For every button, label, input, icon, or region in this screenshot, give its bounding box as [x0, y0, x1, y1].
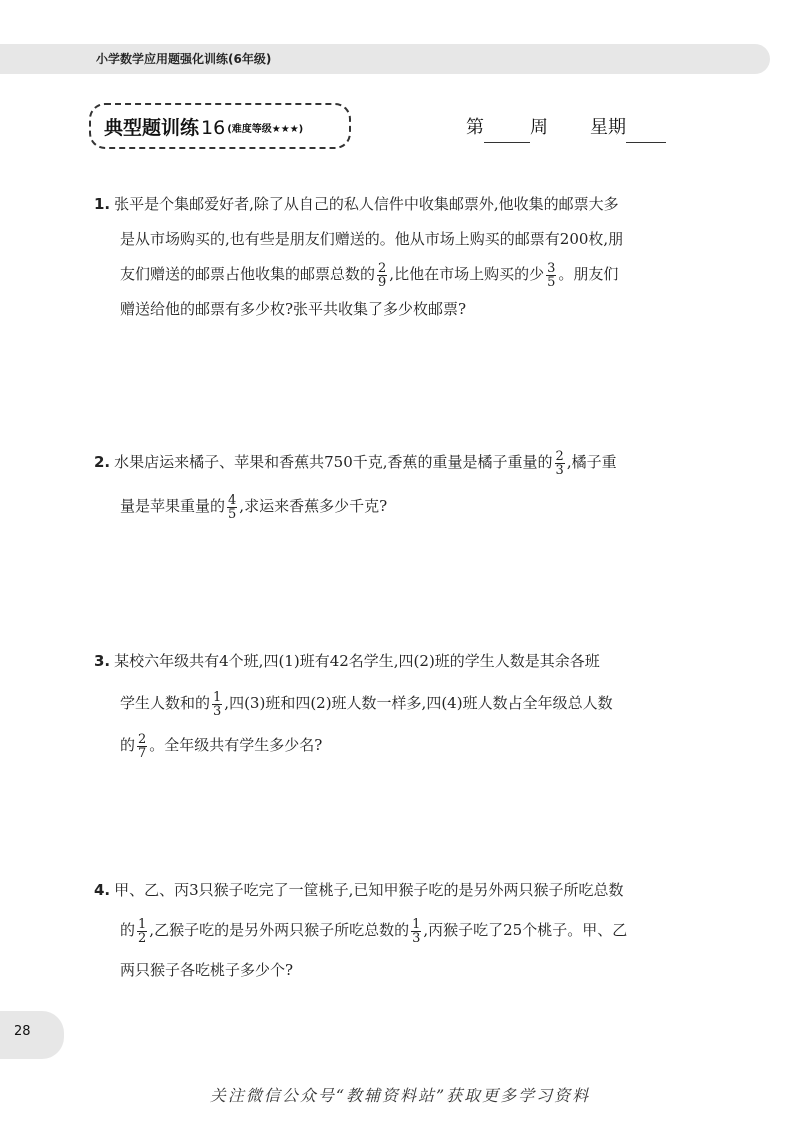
q4-text-1: 甲、乙、丙3只猴子吃完了一筐桃子,已知甲猴子吃的是另外两只猴子所吃总数 [114, 881, 624, 899]
q3-f1-numerator: 1 [213, 689, 222, 705]
q4-line-1 [94, 870, 714, 910]
q2-f1-numerator: 2 [555, 448, 564, 464]
q1-f2-numerator: 3 [547, 260, 556, 276]
page-number-tab [0, 1011, 64, 1059]
question-3 [94, 640, 714, 766]
week-blank[interactable] [484, 121, 530, 143]
q4-f2-denominator: 3 [412, 930, 421, 946]
q4-line-3: 两只猴子各吃桃子多少个? [120, 961, 294, 979]
q1-line-2: 是从市场购买的,也有些是朋友们赠送的。他从市场上购买的邮票有200枚,朋 [120, 230, 624, 248]
q1-text-3c: 。朋友们 [558, 265, 619, 283]
q4-text-2b: ,乙猴子吃的是另外两只猴子所吃总数的 [149, 921, 410, 939]
q3-number: 3. [94, 652, 111, 670]
q4-fraction-2 [411, 918, 421, 945]
q4-f1-numerator: 1 [138, 916, 147, 932]
question-2 [94, 440, 714, 528]
q3-text-2b: ,四(3)班和四(2)班人数一样多,四(4)班人数占全年级总人数 [224, 694, 613, 712]
q2-text-1b: ,橘子重 [566, 453, 617, 471]
question-1 [94, 187, 714, 327]
q2-line-2 [94, 484, 714, 528]
di-label: 第 [466, 117, 484, 138]
exercise-title [104, 113, 303, 140]
q3-fraction-2 [137, 733, 147, 760]
footer-note: 关注微信公众号“教辅资料站”获取更多学习资料 [209, 1086, 591, 1105]
q3-line-1 [94, 640, 714, 682]
exercise-number: 16 [201, 117, 226, 139]
q4-f1-denominator: 2 [138, 930, 147, 946]
q3-line-2 [94, 682, 714, 724]
q1-line-3 [94, 257, 714, 292]
q1-f1-numerator: 2 [378, 260, 387, 276]
q1-fraction-2 [546, 262, 556, 289]
q2-f2-numerator: 4 [228, 492, 237, 508]
q1-text-3b: ,比他在市场上购买的少 [389, 265, 545, 283]
exercise-title-text: 典型题训练 [104, 117, 200, 139]
difficulty-label: (难度等级★★★) [227, 124, 304, 135]
q3-line-3 [94, 724, 714, 766]
q1-text-3a: 友们赠送的邮票占他收集的邮票总数的 [120, 265, 376, 283]
q4-f2-numerator: 1 [412, 916, 421, 932]
q2-text-2b: ,求运来香蕉多少千克? [239, 497, 388, 515]
q3-fraction-1 [212, 691, 222, 718]
q1-text-1: 张平是个集邮爱好者,除了从自己的私人信件中收集邮票外,他收集的邮票大多 [114, 195, 619, 213]
week-day-field [466, 113, 666, 143]
q3-text-1: 某校六年级共有4个班,四(1)班有42名学生,四(2)班的学生人数是其余各班 [114, 652, 600, 670]
q1-fraction-1 [377, 262, 387, 289]
q3-text-3a: 的 [120, 736, 136, 754]
q3-f1-denominator: 3 [213, 703, 222, 719]
q2-f1-denominator: 3 [555, 462, 564, 478]
q4-text-2c: ,丙猴子吃了25个桃子。甲、乙 [423, 921, 628, 939]
q2-f2-denominator: 5 [228, 506, 237, 522]
question-4 [94, 870, 714, 990]
q3-f2-numerator: 2 [138, 731, 147, 747]
q4-text-2a: 的 [120, 921, 136, 939]
q2-text-2a: 量是苹果重量的 [120, 497, 226, 515]
weekday-blank[interactable] [626, 121, 666, 143]
page-number: 28 [14, 1024, 31, 1039]
q3-text-2a: 学生人数和的 [120, 694, 211, 712]
xingqi-label: 星期 [590, 117, 626, 138]
q2-fraction-1 [555, 450, 565, 477]
book-title: 小学数学应用题强化训练(6年级) [96, 52, 272, 66]
q4-line-2 [94, 910, 714, 950]
q1-line-4: 赠送给他的邮票有多少枚?张平共收集了多少枚邮票? [120, 300, 467, 318]
q3-text-3b: 。全年级共有学生多少名? [149, 736, 323, 754]
q1-f1-denominator: 9 [378, 274, 387, 290]
q2-text-1a: 水果店运来橘子、苹果和香蕉共750千克,香蕉的重量是橘子重量的 [114, 453, 553, 471]
q4-number: 4. [94, 881, 111, 899]
q3-f2-denominator: 7 [138, 745, 147, 761]
q1-f2-denominator: 5 [547, 274, 556, 290]
q2-fraction-2 [227, 494, 237, 521]
q1-line-1 [94, 187, 714, 222]
q1-number: 1. [94, 195, 111, 213]
q2-line-1 [94, 440, 714, 484]
q4-fraction-1 [137, 918, 147, 945]
zhou-label: 周 [530, 117, 548, 138]
q2-number: 2. [94, 453, 111, 471]
